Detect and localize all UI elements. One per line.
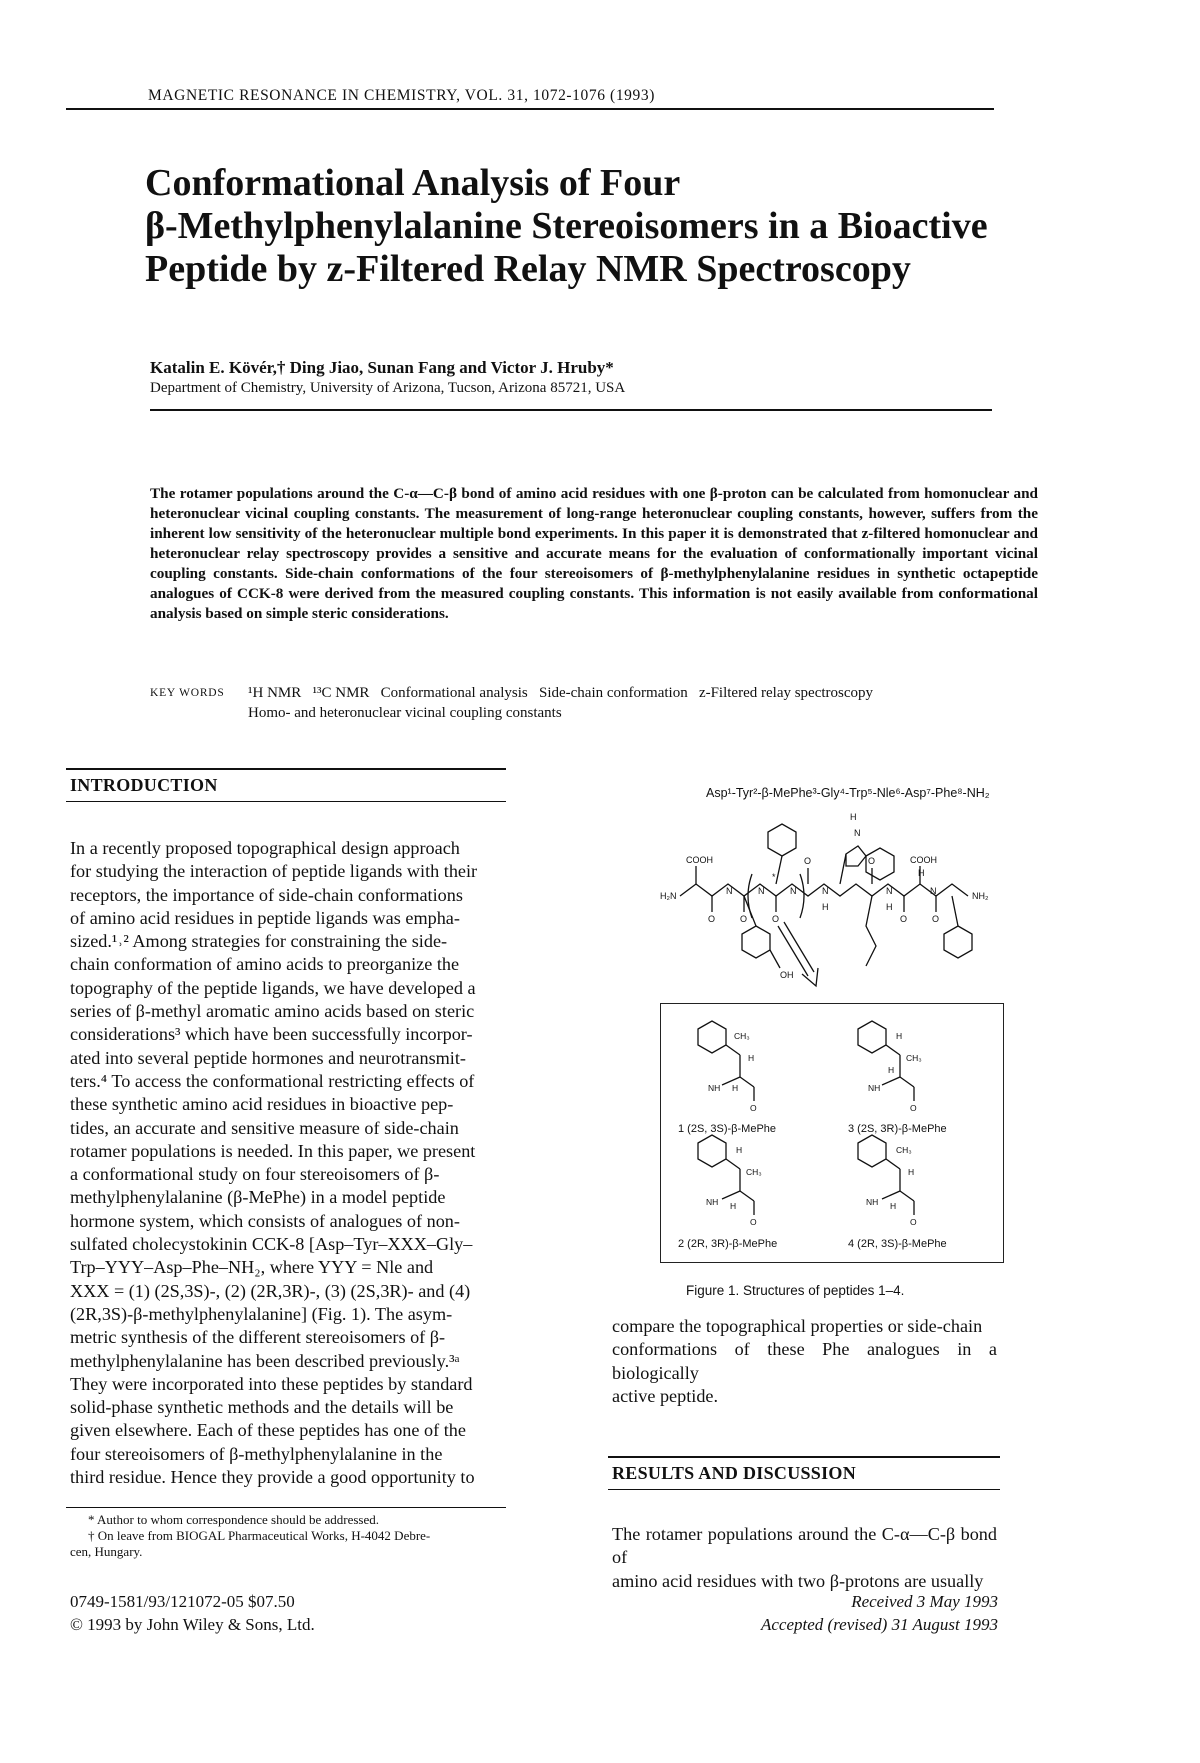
right-column-continuation <box>612 1315 997 1408</box>
article-title <box>145 162 1105 291</box>
title-line-3: Peptide by z-Filtered Relay NMR Spectroscopy <box>145 248 911 290</box>
atom-o: O <box>868 856 876 866</box>
intro-body <box>70 837 510 1489</box>
atom-o: O <box>932 914 940 924</box>
abstract-top-rule <box>150 409 992 411</box>
intro-line: sulfated cholecystokinin CCK-8 [Asp–Tyr–XXX–Gly– <box>70 1234 473 1255</box>
header-rule <box>66 108 994 110</box>
title-line-2: β-Methylphenylalanine Stereoisomers in a Bioactive <box>145 205 988 247</box>
atom-h: H <box>748 1053 755 1063</box>
atom-h: H <box>732 1083 739 1093</box>
atom-nh2: NH₂ <box>972 891 989 901</box>
intro-line: tides, an accurate and sensitive measure of side-chain <box>70 1117 459 1138</box>
atom-nh: NH <box>868 1083 881 1093</box>
abstract: The rotamer populations around the C-α—C-β bond of amino acid residues with one β-proton can be calculated from homonuclear and heteronuclear vicinal coupling constants. The measurement of long-range heteronuclear coupling constants, however, suffers from the inherent low sensitivity of the heteronuclear multiple bond experiments. In this paper it is demonstrated that z-filtered homonuclear and heteronuclear relay spectroscopy provides a sensitive and accurate means for the evaluation of conformationally important vicinal coupling constants. Side-chain conformations of the four stereoisomers of β-methylphenylalanine residues in synthetic octapeptide analogues of CCK-8 were derived from the measured coupling constants. This information is not easily available from conformational analysis based on simple steric considerations. <box>150 485 1038 622</box>
figure-caption: Figure 1. Structures of peptides 1–4. <box>686 1283 905 1298</box>
intro-line: hormone system, which consists of analogues of non- <box>70 1210 460 1231</box>
atom-nh: NH <box>706 1197 719 1207</box>
atom-nh: NH <box>866 1197 879 1207</box>
intro-rule-bottom <box>66 801 506 802</box>
atom-h: H <box>918 868 925 878</box>
keywords-row-1: ¹H NMR ¹³C NMR Conformational analysis Side-chain conformation z-Filtered relay spectroscopy <box>248 685 874 701</box>
keywords-label: KEY WORDS <box>150 687 225 699</box>
intro-line: ated into several peptide hormones and neurotransmit- <box>70 1047 466 1068</box>
atom-ch3: CH₃ <box>896 1145 912 1155</box>
body-line: amino acid residues with two β-protons are usually <box>612 1570 984 1591</box>
intro-line: metric synthesis of the different stereoisomers of β- <box>70 1327 446 1348</box>
atom-o: O <box>900 914 908 924</box>
atom-o: O <box>804 856 812 866</box>
footnote-on-leave: † On leave from BIOGAL Pharmaceutical Works, H-4042 Debre- <box>88 1528 431 1543</box>
intro-line: four stereoisomers of β-methylphenylalanine in the <box>70 1443 443 1464</box>
issn-price: 0749-1581/93/121072-05 $07.50 <box>70 1592 295 1611</box>
atom-o: O <box>750 1217 757 1227</box>
intro-line: these synthetic amino acid residues in bioactive pep- <box>70 1094 454 1115</box>
atom-n: N <box>726 886 733 896</box>
atom-h: H <box>886 902 893 912</box>
stereoisomer-label-1: 1 (2S, 3S)-β-MePhe <box>678 1123 777 1135</box>
atom-cooh-right: COOH <box>910 855 937 865</box>
accepted-date: Accepted (revised) 31 August 1993 <box>761 1615 998 1634</box>
stereoisomer-label-2: 2 (2R, 3R)-β-MePhe <box>678 1238 778 1250</box>
intro-line: methylphenylalanine (β-MePhe) in a model peptide <box>70 1187 446 1208</box>
received-date: Received 3 May 1993 <box>851 1592 998 1611</box>
intro-line: sized.¹˒² Among strategies for constraining the side- <box>70 931 448 952</box>
body-line: compare the topographical properties or side-chain <box>612 1316 983 1336</box>
atom-n: N <box>930 886 937 896</box>
footnotes <box>70 1512 506 1560</box>
atom-n: N <box>790 886 797 896</box>
atom-o: O <box>740 914 748 924</box>
intro-line: for studying the interaction of peptide ligands with their <box>70 861 478 882</box>
footnote-on-leave-cont: cen, Hungary. <box>70 1544 143 1559</box>
atom-o: O <box>708 914 716 924</box>
atom-h: H <box>850 812 857 822</box>
atom-o: O <box>910 1103 917 1113</box>
atom-n: N <box>886 886 893 896</box>
atom-h: H <box>896 1031 903 1041</box>
intro-line: XXX = (1) (2S,3S)-, (2) (2R,3R)-, (3) (2S,3R)- and (4) <box>70 1280 471 1301</box>
intro-rule-top <box>66 768 506 770</box>
intro-line: ters.⁴ To access the conformational restricting effects of <box>70 1070 475 1091</box>
atom-ch3: CH₃ <box>734 1031 750 1041</box>
intro-heading: INTRODUCTION <box>70 775 218 795</box>
intro-line: receptors, the importance of side-chain conformations <box>70 884 463 905</box>
results-rule-bottom <box>608 1489 1000 1490</box>
intro-line: topography of the peptide ligands, we have developed a <box>70 977 476 998</box>
atom-h: H <box>888 1065 895 1075</box>
journal-header: MAGNETIC RESONANCE IN CHEMISTRY, VOL. 31, 1072-1076 (1993) <box>148 87 655 104</box>
atom-o: O <box>910 1217 917 1227</box>
atom-nh: NH <box>708 1083 721 1093</box>
intro-line: (2R,3S)-β-methylphenylalanine] (Fig. 1). The asym- <box>70 1303 453 1324</box>
affiliation: Department of Chemistry, University of Arizona, Tucson, Arizona 85721, USA <box>150 380 626 396</box>
body-line: The rotamer populations around the C-α—C-β bond of <box>612 1524 997 1568</box>
keywords-row-2: Homo- and heteronuclear vicinal coupling constants <box>248 705 562 721</box>
atom-oh: OH <box>780 970 794 980</box>
body-line: active peptide. <box>612 1385 719 1406</box>
atom-h2n: H₂N <box>660 891 677 901</box>
peptide-sequence: Asp¹-Tyr²-β-MePhe³-Gly⁴-Trp⁵-Nle⁶-Asp⁷-Phe⁸-NH₂ <box>706 786 990 800</box>
footnote-rule <box>66 1507 506 1508</box>
atom-o: O <box>750 1103 757 1113</box>
atom-h: H <box>890 1201 897 1211</box>
atom-n: N <box>854 828 861 838</box>
atom-h: H <box>730 1201 737 1211</box>
results-rule-top <box>608 1456 1000 1458</box>
intro-line: a conformational study on four stereoisomers of β- <box>70 1164 440 1185</box>
intro-line: given elsewhere. Each of these peptides has one of the <box>70 1420 466 1441</box>
intro-line: rotamer populations is needed. In this paper, we present <box>70 1140 476 1161</box>
atom-h: H <box>822 902 829 912</box>
intro-line: of amino acid residues in peptide ligands was empha- <box>70 907 460 928</box>
results-body <box>612 1523 997 1593</box>
footnote-correspondence: * Author to whom correspondence should be addressed. <box>88 1512 379 1527</box>
atom-o: O <box>772 914 780 924</box>
copyright: © 1993 by John Wiley & Sons, Ltd. <box>70 1615 315 1634</box>
atom-ch3: CH₃ <box>906 1053 922 1063</box>
title-line-1: Conformational Analysis of Four <box>145 162 681 204</box>
intro-line: They were incorporated into these peptides by standard <box>70 1373 473 1394</box>
stereoisomer-label-3: 3 (2S, 3R)-β-MePhe <box>848 1123 947 1135</box>
atom-cooh-left: COOH <box>686 855 713 865</box>
atom-n: N <box>758 886 765 896</box>
intro-line: series of β-methyl aromatic amino acids based on steric <box>70 1001 475 1022</box>
intro-line: In a recently proposed topographical design approach <box>70 838 460 858</box>
atom-ch3: CH₃ <box>746 1167 762 1177</box>
intro-line: Trp–YYY–Asp–Phe–NH₂, where YYY = Nle and <box>70 1257 434 1278</box>
atom-h: H <box>736 1145 743 1155</box>
atom-n: N <box>822 886 829 896</box>
stereoisomer-label-4: 4 (2R, 3S)-β-MePhe <box>848 1238 947 1250</box>
intro-line: methylphenylalanine has been described previously.³ᵃ <box>70 1350 460 1371</box>
atom-h: H <box>908 1167 915 1177</box>
results-heading: RESULTS AND DISCUSSION <box>612 1463 857 1483</box>
intro-line: considerations³ which have been successfully incorpor- <box>70 1024 473 1045</box>
intro-line: solid-phase synthetic methods and the details will be <box>70 1397 454 1418</box>
body-line: conformations of these Phe analogues in a biologically <box>612 1339 997 1383</box>
atom-star: * <box>772 872 776 882</box>
intro-line: chain conformation of amino acids to preorganize the <box>70 954 460 975</box>
author-list: Katalin E. Kövér,† Ding Jiao, Sunan Fang and Victor J. Hruby* <box>150 358 614 377</box>
intro-line: third residue. Hence they provide a good opportunity to <box>70 1467 475 1488</box>
peptide-structure-diagram <box>660 808 1020 998</box>
